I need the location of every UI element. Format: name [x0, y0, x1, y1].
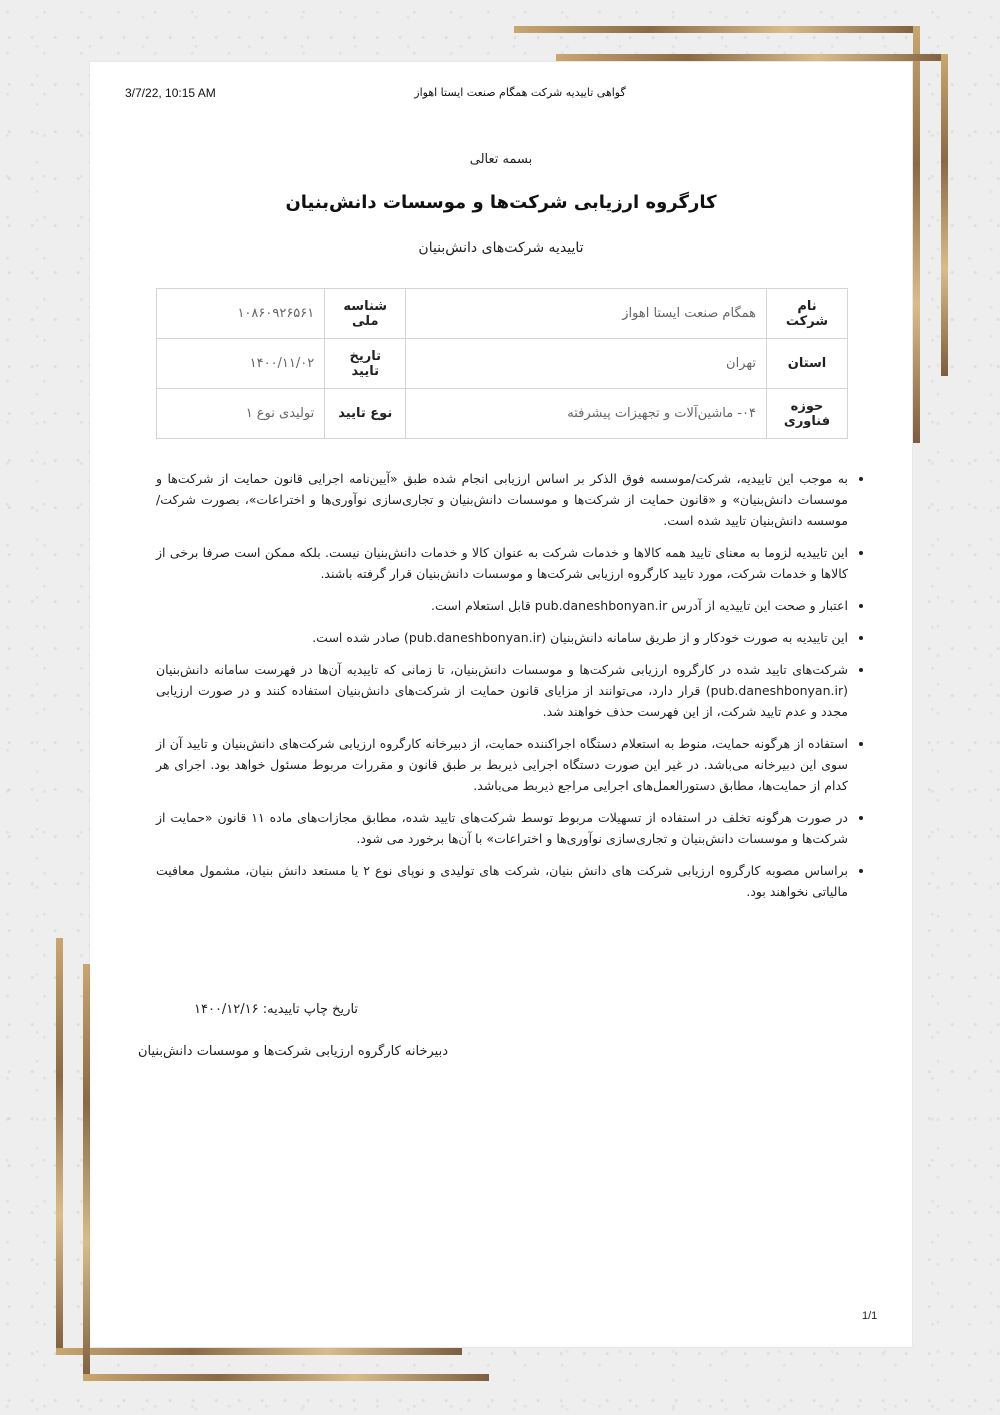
- company-name-label: نام شرکت: [767, 289, 848, 339]
- list-item: • اعتبار و صحت این تاییدیه از آدرس pub.daneshbonyan.ir قابل استعلام است.: [156, 595, 848, 616]
- table-row: [157, 389, 848, 439]
- company-info-table: [156, 288, 848, 439]
- frame-left-line-2: [83, 964, 90, 1381]
- page-title: کارگروه ارزیابی شرکت‌ها و موسسات دانش‌بنیان: [285, 192, 717, 213]
- list-item: • شرکت‌های تایید شده در کارگروه ارزیابی شرکت‌ها و موسسات دانش‌بنیان، تا زمانی که تاییدیه آن‌ها در فهرست سامانه دانش‌بنیان (pub.daneshbonyan.ir) قرار دارد، می‌توانند از مزایای قانون حمایت از شرکت‌های دانش‌بنیان استفاده کنند و در صورت ارزیابی مجدد و عدم تایید شرکت، از این فهرست حذف خواهند شد.: [156, 659, 848, 722]
- approval-type-value: تولیدی نوع ۱: [157, 389, 325, 439]
- national-id-value: ۱۰۸۶۰۹۲۶۵۶۱: [157, 289, 325, 339]
- company-name-value: همگام صنعت ایستا اهواز: [406, 289, 767, 339]
- approval-type-label: نوع تایید: [325, 389, 406, 439]
- frame-top-line-1: [514, 26, 920, 33]
- national-id-label: شناسه ملی: [325, 289, 406, 339]
- print-datetime: 3/7/22, 10:15 AM: [125, 86, 216, 100]
- frame-left-line-1: [56, 938, 63, 1355]
- table-row: [157, 339, 848, 389]
- table-row: [157, 289, 848, 339]
- approval-date-value: ۱۴۰۰/۱۱/۰۲: [157, 339, 325, 389]
- page-subtitle: تاییدیه شرکت‌های دانش‌بنیان: [418, 240, 584, 256]
- list-item: • در صورت هرگونه تخلف در استفاده از تسهیلات مربوط توسط شرکت‌های تایید شده، مطابق مجازات‌های ماده ۱۱ قانون «حمایت از شرکت‌ها و موسسات دانش‌بنیان و تجاری‌سازی نوآوری‌ها و اختراعات» با آن‌ها برخورد می شود.: [156, 807, 848, 849]
- province-value: تهران: [406, 339, 767, 389]
- frame-top-line-2: [556, 54, 948, 61]
- list-item: • براساس مصوبه کارگروه ارزیابی شرکت های دانش بنیان، شرکت های تولیدی و نوپای نوع ۲ یا مستعد دانش بنیان، مشمول معافیت مالیاتی نخواهند بود.: [156, 860, 848, 902]
- page-number: 1/1: [862, 1310, 878, 1322]
- list-item: • استفاده از هرگونه حمایت، منوط به استعلام دستگاه اجراکننده حمایت، از دبیرخانه کارگروه ارزیابی شرکت‌های دانش‌بنیان و تایید آن از سوی این دبیرخانه می‌باشد. در غیر این صورت دستگاه اجرایی ذیربط بر طبق قانون و مقررات مربوط مسئول خواهد بود. اجرای هر کدام از حمایت‌ها، مطابق دستورالعمل‌های اجرایی مراجع ذیربط می‌باشد.: [156, 733, 848, 796]
- approval-date-label: تاریخ تایید: [325, 339, 406, 389]
- frame-right-line-1: [913, 26, 920, 443]
- print-date: تاریخ چاپ تاییدیه: ۱۴۰۰/۱۲/۱۶: [194, 1002, 359, 1017]
- notes-list: [156, 468, 866, 913]
- province-label: استان: [767, 339, 848, 389]
- list-item: • این تاییدیه لزوما به معنای تایید همه کالاها و خدمات شرکت به عنوان کالا و خدمات دانش‌بنیان نیست. بلکه ممکن است صرفا برخی از کالاها و خدمات شرکت، مورد تایید کارگروه ارزیابی شرکت‌ها و موسسات دانش‌بنیان قرار گرفته باشند.: [156, 542, 848, 584]
- frame-bottom-line-1: [56, 1348, 462, 1355]
- list-item: • به موجب این تاییدیه، شرکت/موسسه فوق الذکر بر اساس ارزیابی انجام شده طبق «آیین‌نامه اجرایی قانون حمایت از شرکت‌ها و موسسات دانش‌بنیان» و «قانون حمایت از شرکت‌ها و موسسات دانش‌بنیان و تجاری‌سازی نوآوری‌ها و اختراعات»، بصورت شرکت/موسسه دانش‌بنیان تایید شده است.: [156, 468, 848, 531]
- tech-field-value: ۰۴- ماشین‌آلات و تجهیزات پیشرفته: [406, 389, 767, 439]
- frame-right-line-2: [941, 54, 948, 376]
- basmala: بسمه تعالی: [469, 152, 533, 167]
- frame-bottom-line-2: [83, 1374, 489, 1381]
- secretariat-signature: دبیرخانه کارگروه ارزیابی شرکت‌ها و موسسات دانش‌بنیان: [138, 1044, 449, 1059]
- tech-field-label: حوزه فناوری: [767, 389, 848, 439]
- document-header-title: گواهی تاییدیه شرکت همگام صنعت ایستا اهواز: [414, 86, 626, 99]
- list-item: • این تاییدیه به صورت خودکار و از طریق سامانه دانش‌بنیان (pub.daneshbonyan.ir) صادر شده است.: [156, 627, 848, 648]
- certificate-page: [90, 62, 912, 1347]
